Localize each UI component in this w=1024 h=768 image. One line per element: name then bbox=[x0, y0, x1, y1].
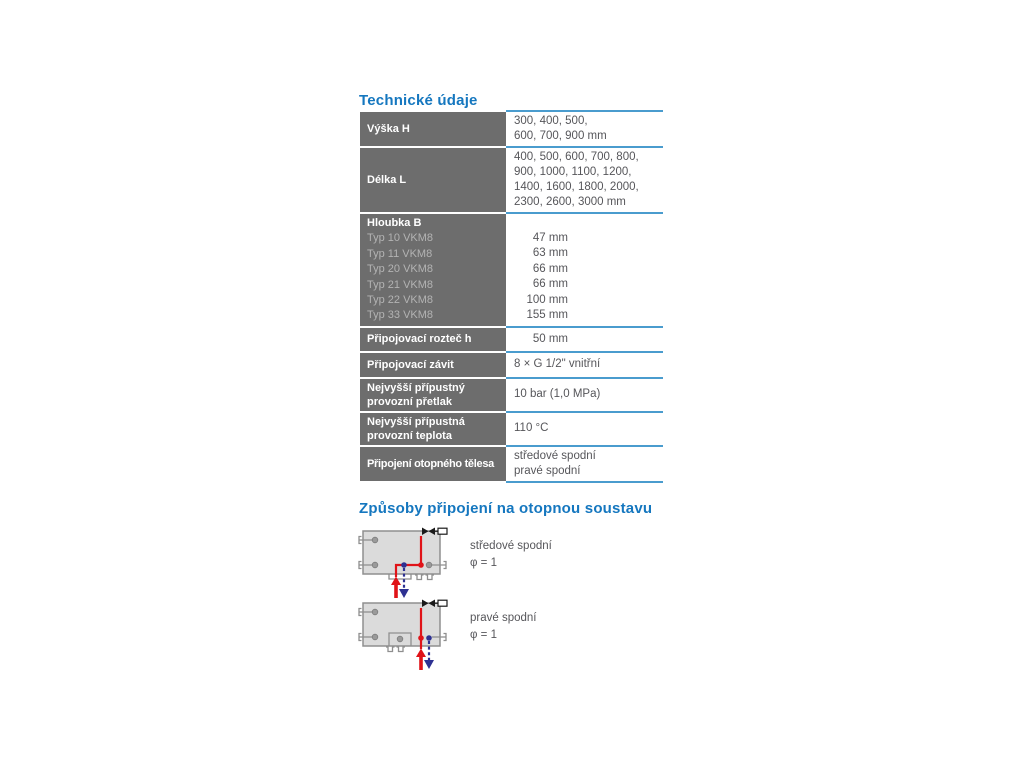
hook-icon bbox=[415, 575, 424, 580]
row-label-thread: Připojovací závit bbox=[360, 353, 506, 379]
type-label: Typ 21 VKM8 bbox=[367, 278, 434, 291]
row-value-max-temperature: 110 °C bbox=[506, 413, 663, 447]
return-arrow bbox=[399, 589, 409, 598]
row-value-max-pressure: 10 bar (1,0 MPa) bbox=[506, 379, 663, 413]
type-label: Typ 10 VKM8 bbox=[367, 232, 434, 245]
diagram-label-right-bottom: pravé spodní φ = 1 bbox=[470, 612, 537, 641]
supply-arrow bbox=[391, 577, 401, 586]
row-label-length: Délka L bbox=[360, 148, 506, 214]
type-label: Typ 20 VKM8 bbox=[367, 263, 434, 276]
return-port bbox=[426, 635, 432, 641]
type-label: Typ 22 VKM8 bbox=[367, 294, 434, 307]
table-row bbox=[360, 379, 663, 413]
section-title-technical-data: Technické údaje bbox=[359, 92, 478, 109]
technical-data-table bbox=[360, 110, 663, 483]
row-label-connection: Připojení otopného tělesa bbox=[360, 447, 506, 483]
type-label: Typ 11 VKM8 bbox=[367, 247, 433, 260]
table-row bbox=[360, 112, 663, 148]
hook-icon bbox=[397, 647, 406, 652]
row-value-pitch: 50 mm bbox=[506, 328, 663, 353]
supply-junction bbox=[418, 562, 424, 568]
row-label-max-temperature: Nejvyšší přípustná provozní teplota bbox=[360, 413, 506, 447]
type-label: Typ 33 VKM8 bbox=[367, 309, 434, 322]
hook-icon bbox=[426, 575, 435, 580]
hook-icon bbox=[386, 647, 395, 652]
supply-arrow bbox=[416, 649, 426, 658]
row-value-length: 400, 500, 600, 700, 800, 900, 1000, 1100, 1200, 1400, 1600, 1800, 2000, 2300, 2600, 3000 mm bbox=[506, 148, 663, 214]
table-row bbox=[360, 447, 663, 483]
row-label-max-pressure: Nejvyšší přípustný provozní přetlak bbox=[360, 379, 506, 413]
table-row bbox=[360, 148, 663, 214]
section-title-connection-methods: Způsoby připojení na otopnou soustavu bbox=[359, 500, 653, 517]
table-row bbox=[360, 328, 663, 353]
radiator-diagram-central-bottom bbox=[355, 527, 450, 602]
row-value-thread: 8 × G 1/2" vnitřní bbox=[506, 353, 663, 379]
row-label-depth: Hloubka B Typ 10 VKM8 Typ 11 VKM8 Typ 20 VKM8 Typ 21 VKM8 Typ 22 VKM8 Typ 33 VKM8 bbox=[360, 214, 506, 328]
return-port bbox=[401, 562, 407, 568]
supply-junction bbox=[418, 635, 424, 641]
return-arrow bbox=[424, 660, 434, 669]
row-value-connection: středové spodní pravé spodní bbox=[506, 447, 663, 483]
row-value-depth: 47 mm 63 mm 66 mm 66 mm 100 mm 155 mm bbox=[506, 214, 663, 328]
table-row bbox=[360, 413, 663, 447]
table-row bbox=[360, 214, 663, 328]
table-row bbox=[360, 353, 663, 379]
row-label-height: Výška H bbox=[360, 112, 506, 148]
radiator-diagram-right-bottom bbox=[355, 599, 450, 674]
row-value-height: 300, 400, 500, 600, 700, 900 mm bbox=[506, 112, 663, 148]
row-label-pitch: Připojovací rozteč h bbox=[360, 328, 506, 353]
diagram-label-central-bottom: středové spodní φ = 1 bbox=[470, 540, 552, 569]
